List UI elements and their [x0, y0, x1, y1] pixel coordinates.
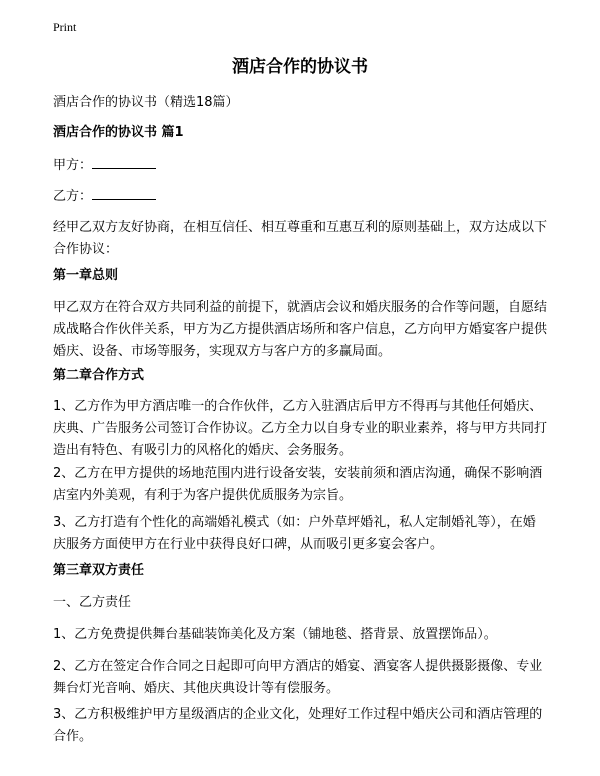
- chapter3-subheading: 一、乙方责任: [53, 595, 132, 610]
- chapter2-item: 1、乙方作为甲方酒店唯一的合作伙伴，乙方入驻酒店后甲方不得再与其他任何婚庆、庆典、广告服务公司签订合作协议。乙方全力以自身专业的职业素养，将与甲方共同打造出有特色、有吸引力的风格化的婚庆、会务服务。: [53, 399, 548, 458]
- party-a-blank: [92, 156, 156, 169]
- chapter3-item: 1、乙方免费提供舞台基础装饰美化及方案（铺地毯、搭背景、放置摆饰品）。: [53, 627, 497, 642]
- party-a-label: 甲方：: [53, 158, 93, 173]
- chapter2-heading: 第二章合作方式: [53, 368, 145, 383]
- party-b-label: 乙方：: [53, 189, 93, 204]
- chapter2-item: 3、乙方打造有个性化的高端婚礼模式（如：户外草坪婚礼，私人定制婚礼等），在婚庆服务方面使甲方在行业中获得良好口碑，从而吸引更多宴会客户。: [53, 515, 536, 552]
- document-subtitle: 酒店合作的协议书（精选18篇）: [53, 95, 239, 110]
- document-title: 酒店合作的协议书: [232, 57, 368, 77]
- section-heading: 酒店合作的协议书 篇1: [53, 125, 184, 140]
- chapter3-item: 3、乙方积极维护甲方星级酒店的企业文化，处理好工作过程中婚庆公司和酒店管理的合作。: [53, 707, 543, 744]
- party-b-line: [53, 186, 548, 208]
- chapter3-item: 2、乙方在签定合作合同之日起即可向甲方酒店的婚宴、酒宴客人提供摄影摄像、专业舞台灯光音响、婚庆、其他庆典设计等有偿服务。: [53, 659, 543, 696]
- print-link[interactable]: Print: [53, 20, 77, 34]
- chapter3-heading: 第三章双方责任: [53, 563, 145, 578]
- chapter1-heading: 第一章总则: [53, 268, 119, 283]
- party-a-line: [53, 155, 548, 177]
- intro-paragraph: 经甲乙双方友好协商，在相互信任、相互尊重和互惠互利的原则基础上，双方达成以下合作协议：: [53, 220, 548, 257]
- party-b-blank: [92, 187, 156, 200]
- chapter2-item: 2、乙方在甲方提供的场地范围内进行设备安装，安装前须和酒店沟通，确保不影响酒店室内外美观，有利于为客户提供优质服务为宗旨。: [53, 466, 543, 503]
- chapter1-paragraph: 甲乙双方在符合双方共同利益的前提下，就酒店会议和婚庆服务的合作等问题，自愿结成战略合作伙伴关系，甲方为乙方提供酒店场所和客户信息，乙方向甲方婚宴客户提供婚庆、设备、市场等服务，实现双方与客户方的多赢局面。: [53, 300, 548, 359]
